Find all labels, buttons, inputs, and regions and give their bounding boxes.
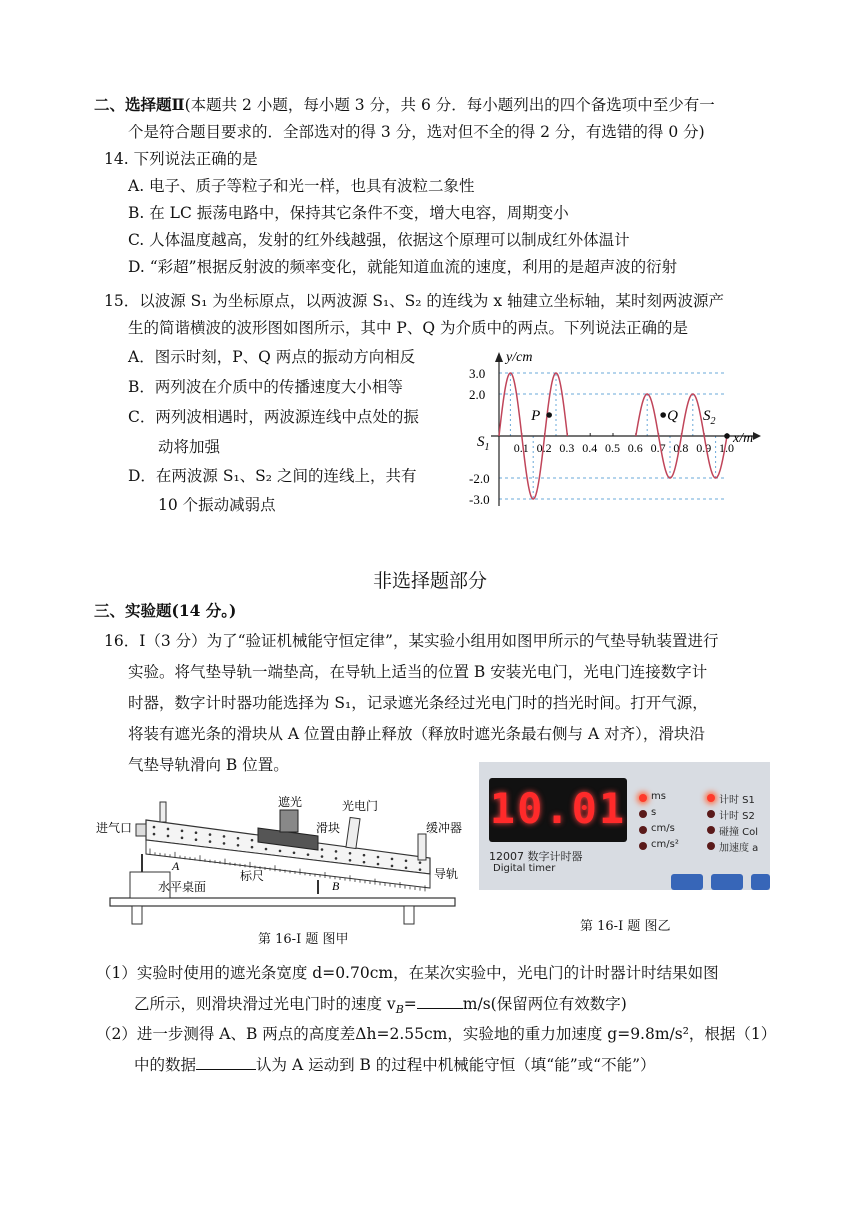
label-buffer: 缓冲器: [426, 821, 463, 835]
q16-line-1: 16．Ⅰ（3 分）为了“验证机械能守恒定律”，某实验小组用如图甲所示的气垫导轨装置进行: [104, 632, 719, 650]
fig-air-track: [90, 790, 470, 930]
rail-hole: [167, 828, 170, 831]
s2-letter: S: [703, 408, 711, 424]
led-ms: [639, 794, 647, 802]
led-s2-label: 计时 S2: [719, 811, 755, 822]
q16-line-3: 时器，数字计时器功能选择为 S₁，记录遮光条经过光电门时的挡光时间。打开气源，: [128, 694, 708, 712]
q15-option-c-cont: 动将加强: [158, 438, 221, 456]
sub1-subscript: B: [395, 1003, 404, 1017]
x-tick-label: 0.5: [605, 441, 620, 455]
led-s1: [707, 794, 715, 802]
rail-hole: [251, 839, 254, 842]
y-tick-label: -3.0: [469, 492, 490, 507]
q15-wave-graph: [455, 340, 775, 512]
rail-hole: [391, 858, 394, 861]
shade-strip: [280, 810, 298, 832]
label-a: A: [172, 859, 180, 873]
rail-hole: [153, 833, 156, 836]
rail-hole: [335, 857, 338, 860]
timer-model: 12007 数字计时器: [489, 850, 583, 863]
led-acc: [707, 842, 715, 850]
timer-screen: [489, 778, 627, 842]
led-s1-label: 计时 S1: [719, 795, 755, 806]
timer-button-3: [751, 874, 770, 890]
x-tick-label: 0.6: [627, 441, 643, 455]
x-tick-label: 0.3: [559, 441, 575, 455]
rail-hole: [223, 835, 226, 838]
rail-hole: [405, 866, 408, 869]
inlet-pipe: [136, 824, 146, 836]
y-tick-label: 2.0: [469, 387, 486, 402]
point-p: [546, 412, 552, 418]
label-inlet: 进气口: [96, 821, 133, 835]
led-col-label: 碰撞 Col: [719, 827, 759, 838]
fig-a-caption: 第 16-I 题 图甲: [258, 932, 349, 947]
sub2-text-b: 认为 A 运动到 B 的过程中机械能守恒（填“能”或“不能”）: [256, 1056, 656, 1074]
rail-hole: [335, 850, 338, 853]
q16-sub2-line1: （2）进一步测得 A、B 两点的高度差Δh=2.55cm，实验地的重力加速度 g=9.8m/s²，根据（1）: [96, 1025, 777, 1043]
y-tick-label: -2.0: [469, 471, 490, 486]
label-ruler: 标尺: [240, 869, 265, 883]
led-s2: [707, 810, 715, 818]
sub1-text-c: m/s(保留两位有效数字): [462, 995, 627, 1013]
rail-hole: [321, 848, 324, 851]
q15-option-a: A．图示时刻，P、Q 两点的振动方向相反: [128, 348, 416, 366]
fig-b-caption: 第 16-I 题 图乙: [580, 919, 671, 934]
q16-line-2: 实验。将气垫导轨一端垫高，在导轨上适当的位置 B 安装光电门，光电门连接数字计: [128, 663, 708, 681]
point-s2: [724, 433, 730, 439]
rail-hole: [195, 831, 198, 834]
timer-display: 10.01: [489, 784, 627, 833]
q15-option-b: B．两列波在介质中的传播速度大小相等: [128, 378, 403, 396]
point-q-label: Q: [667, 408, 679, 424]
label-rail: 导轨: [434, 867, 459, 881]
rail-hole: [391, 865, 394, 868]
led-cms-label: cm/s: [651, 823, 675, 834]
q15-stem-line1: 15．以波源 S₁ 为坐标原点，以两波源 S₁、S₂ 的连线为 x 轴建立坐标轴，某时刻两波源产: [104, 292, 725, 310]
rail-hole: [321, 855, 324, 858]
x-tick-label: 0.8: [673, 441, 689, 455]
section2-title: 二、选择题Ⅱ: [94, 95, 185, 114]
q16-line-4: 将装有遮光条的滑块从 A 位置由静止释放（释放时遮光条最右侧与 A 对齐），滑块沿: [128, 725, 705, 743]
y-tick-label: 3.0: [469, 366, 486, 381]
table-leg-right: [404, 906, 414, 924]
part2-title: 非选择题部分: [372, 570, 487, 592]
section2-rules-line2: 个是符合题目要求的．全部选对的得 3 分，选对但不全的得 2 分，有选错的得 0 分): [128, 123, 705, 141]
x-tick-label: 0.7: [650, 441, 666, 455]
led-ms-label: ms: [651, 791, 666, 802]
rail-hole: [279, 850, 282, 853]
x-tick-label: 0.2: [536, 441, 552, 455]
q16-sub1-line1: （1）实验时使用的遮光条宽度 d=0.70cm，在某次实验中，光电门的计时器计时结果如图: [96, 964, 719, 982]
rail-hole: [265, 848, 268, 851]
led-cms2: [639, 842, 647, 850]
rail-hole: [349, 859, 352, 862]
rail-hole: [237, 837, 240, 840]
q14-stem: 14. 下列说法正确的是: [104, 150, 258, 168]
y-axis-arrow: [495, 352, 503, 362]
timer-button-2: [711, 874, 743, 890]
q16-line-5: 气垫导轨滑向 B 位置。: [128, 756, 289, 774]
y-axis-label: y/cm: [506, 350, 533, 365]
rail-hole: [237, 844, 240, 847]
label-b: B: [332, 879, 340, 893]
rail-hole: [167, 835, 170, 838]
timer-button-1: [671, 874, 703, 890]
x-tick-label: 0.4: [582, 441, 598, 455]
label-shade: 遮光: [278, 795, 303, 809]
rail-hole: [419, 868, 422, 871]
point-p-label: P: [531, 408, 541, 424]
answer-blank-2[interactable]: [196, 1053, 256, 1070]
q14-option-d: D. “彩超”根据反射波的频率变化，就能知道血流的速度，利用的是超声波的衍射: [128, 258, 678, 276]
label-gate: 光电门: [342, 799, 379, 813]
rail-hole: [405, 859, 408, 862]
led-cms: [639, 826, 647, 834]
led-col: [707, 826, 715, 834]
timer-model-en: Digital timer: [493, 863, 556, 874]
x-axis-label: x/m: [733, 431, 754, 446]
end-post-left: [160, 802, 166, 822]
q15-option-d: D．在两波源 S₁、S₂ 之间的连线上，共有: [128, 467, 417, 485]
rail-hole: [307, 853, 310, 856]
x-tick-label: 0.9: [696, 441, 712, 455]
section2-heading: [94, 94, 715, 116]
q15-option-c: C．两列波相遇时，两波源连线中点处的振: [128, 408, 419, 426]
x-tick-label: 0.1: [513, 441, 529, 455]
rail-hole: [349, 852, 352, 855]
rail-hole: [153, 826, 156, 829]
section2-rules: (本题共 2 小题，每小题 3 分，共 6 分．每小题列出的四个备选项中至少有一: [184, 96, 715, 114]
photogate: [346, 817, 360, 848]
buffer-post: [418, 834, 426, 860]
rail-hole: [209, 840, 212, 843]
rail-hole: [419, 861, 422, 864]
led-s: [639, 810, 647, 818]
q14-option-c: C. 人体温度越高，发射的红外线越强，依据这个原理可以制成红外体温计: [128, 231, 630, 249]
x-tick-label: 1.0: [719, 441, 734, 455]
rail-hole: [181, 837, 184, 840]
rail-hole: [377, 863, 380, 866]
sub1-text-a: 乙所示，则滑块滑过光电门时的速度 v: [134, 995, 396, 1013]
table-leg-left: [132, 906, 142, 924]
origin-letter: S: [477, 434, 485, 450]
rail-hole: [223, 842, 226, 845]
q15-option-d-cont: 10 个振动减弱点: [158, 496, 276, 514]
q14-option-b: B. 在 LC 振荡电路中，保持其它条件不变，增大电容，周期变小: [128, 204, 569, 222]
s2-label: [703, 408, 716, 427]
rail-hole: [195, 838, 198, 841]
rail-hole: [181, 830, 184, 833]
x-axis-arrow: [753, 432, 761, 440]
led-cms2-label: cm/s²: [651, 839, 679, 850]
q14-option-a: A. 电子、质子等粒子和光一样，也具有波粒二象性: [128, 177, 475, 195]
q16-sub1-line2: [134, 992, 627, 1021]
table-top: [110, 898, 455, 906]
label-slider: 滑块: [316, 821, 341, 835]
s2-subscript: 2: [710, 416, 716, 427]
rail-hole: [363, 861, 366, 864]
origin-label: [477, 434, 490, 453]
sub1-text-b: =: [403, 995, 417, 1013]
rail-hole: [209, 833, 212, 836]
sub2-text-a: 中的数据: [134, 1056, 197, 1074]
led-s-label: s: [651, 807, 657, 818]
rail-hole: [251, 846, 254, 849]
rail-hole: [293, 852, 296, 855]
rail-hole: [363, 854, 366, 857]
led-acc-label: 加速度 a: [719, 843, 759, 854]
answer-blank-1[interactable]: [417, 992, 463, 1009]
q16-sub2-line2: [134, 1053, 656, 1076]
section3-heading: 三、实验题(14 分。): [94, 601, 237, 620]
fig-digital-timer: [479, 762, 770, 890]
origin-subscript: 1: [484, 442, 490, 453]
rail-hole: [377, 856, 380, 859]
point-q: [660, 412, 666, 418]
q15-stem-line2: 生的简谐横波的波形图如图所示，其中 P、Q 为介质中的两点。下列说法正确的是: [128, 319, 688, 337]
label-table: 水平桌面: [158, 880, 207, 894]
